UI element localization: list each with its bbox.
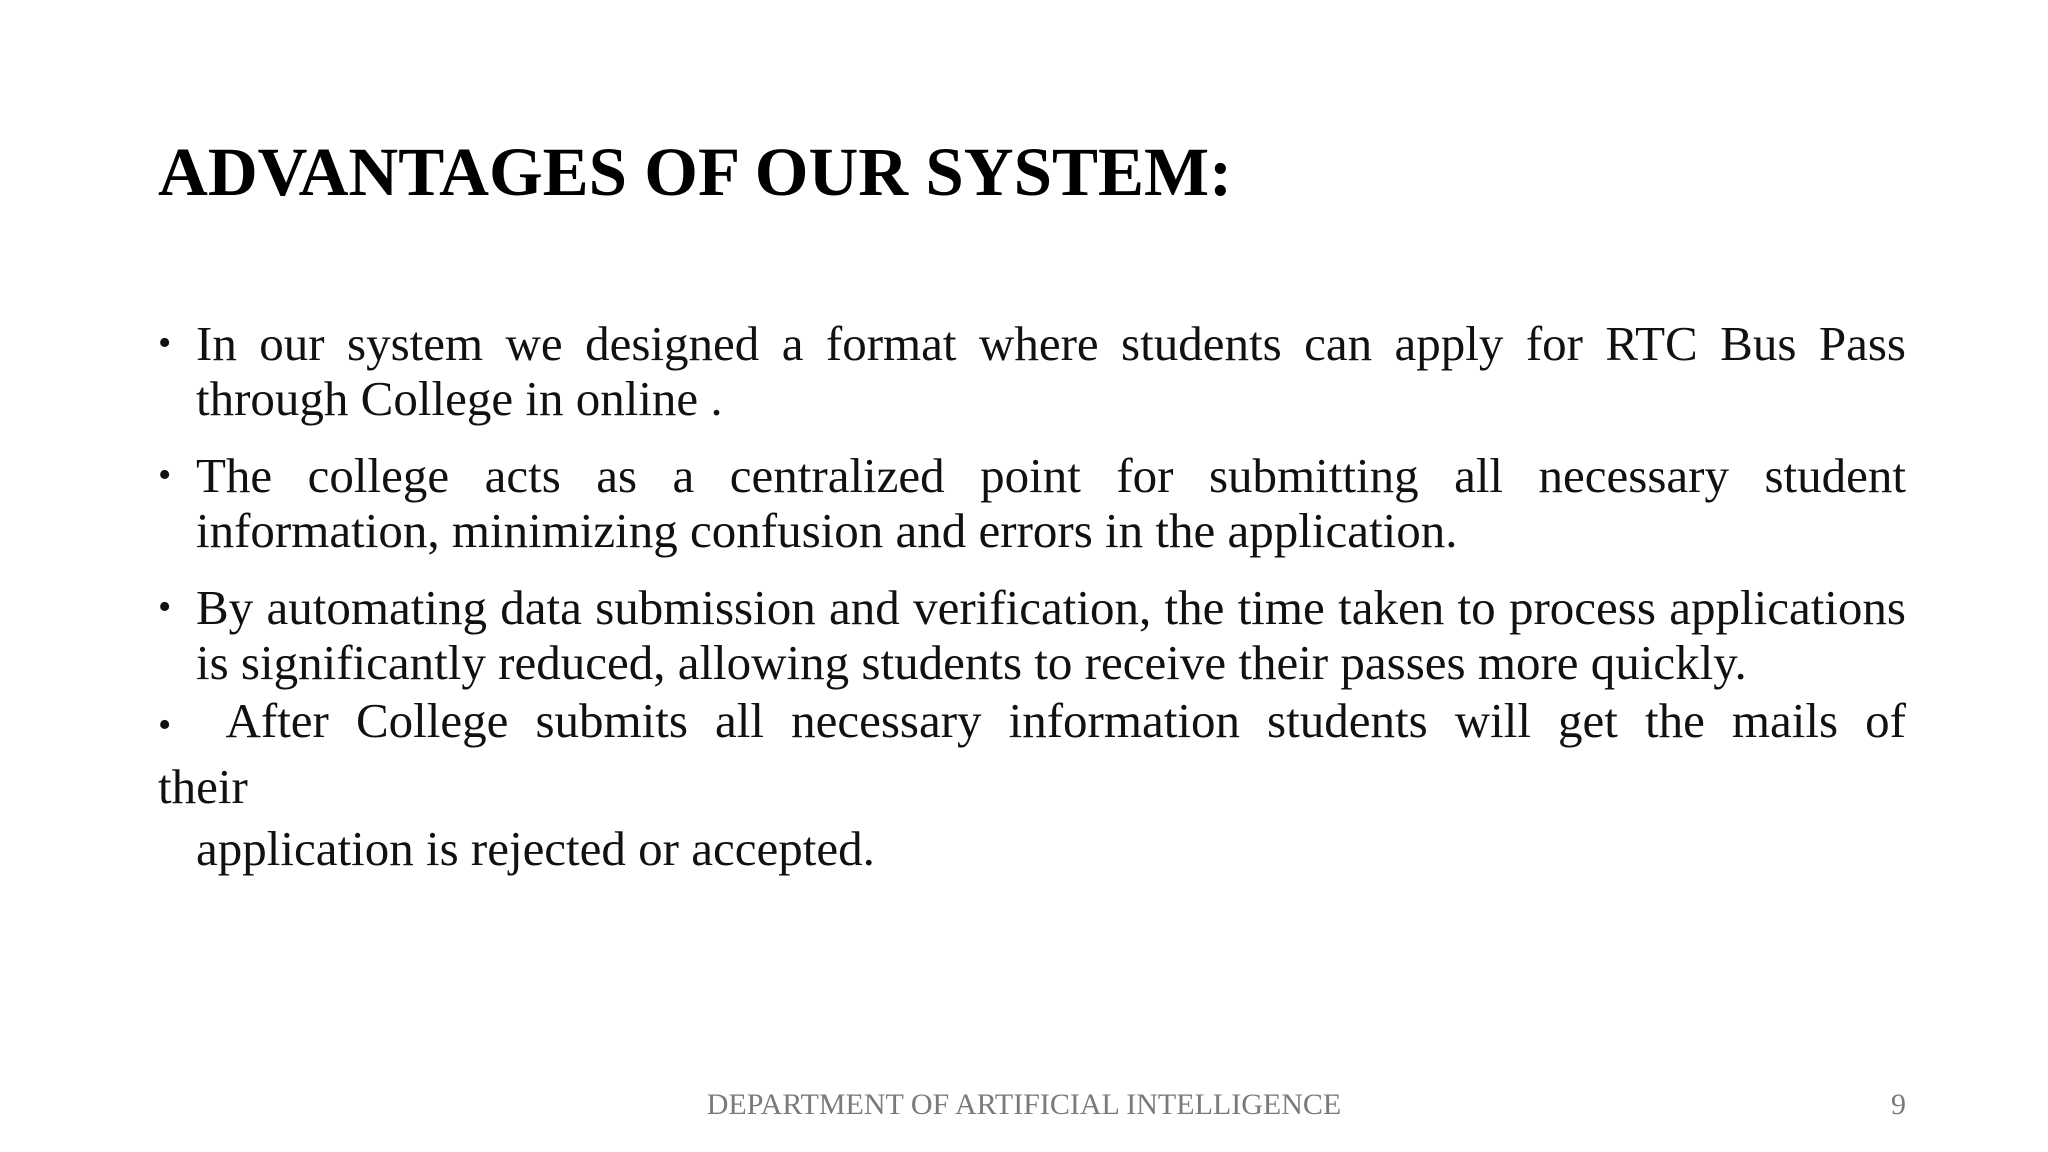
page-number: 9 <box>1891 1088 1906 1121</box>
footer-text: DEPARTMENT OF ARTIFICIAL INTELLIGENCE <box>706 1088 1342 1121</box>
bullet-text: The college acts as a centralized point for submitting all necessary student information, minimizing confusion and errors in the application. <box>196 448 1906 558</box>
bullet-item <box>158 448 1906 558</box>
bullet-item <box>158 316 1906 426</box>
bullet-item <box>158 690 1906 880</box>
bullet-text: After College submits all necessary information students will get the mails of <box>225 693 1906 748</box>
bullet-list <box>158 316 1906 880</box>
bullet-dot-icon: • <box>158 704 172 746</box>
bullet-dot-icon: • <box>158 586 172 628</box>
bullet-item <box>158 580 1906 690</box>
slide-title: ADVANTAGES OF OUR SYSTEM: <box>158 134 1233 210</box>
bullet-dot-icon: • <box>158 454 172 496</box>
bullet-dot-icon: • <box>158 322 172 364</box>
bullet-line <box>158 690 1906 756</box>
bullet-line: application is rejected or accepted. <box>196 821 875 876</box>
bullet-text: In our system we designed a format where students can apply for RTC Bus Pass through College in online . <box>196 316 1906 426</box>
bullet-text: By automating data submission and verification, the time taken to process applications is significantly reduced, allowing students to receive their passes more quickly. <box>196 580 1906 690</box>
bullet-line: their <box>158 759 248 814</box>
